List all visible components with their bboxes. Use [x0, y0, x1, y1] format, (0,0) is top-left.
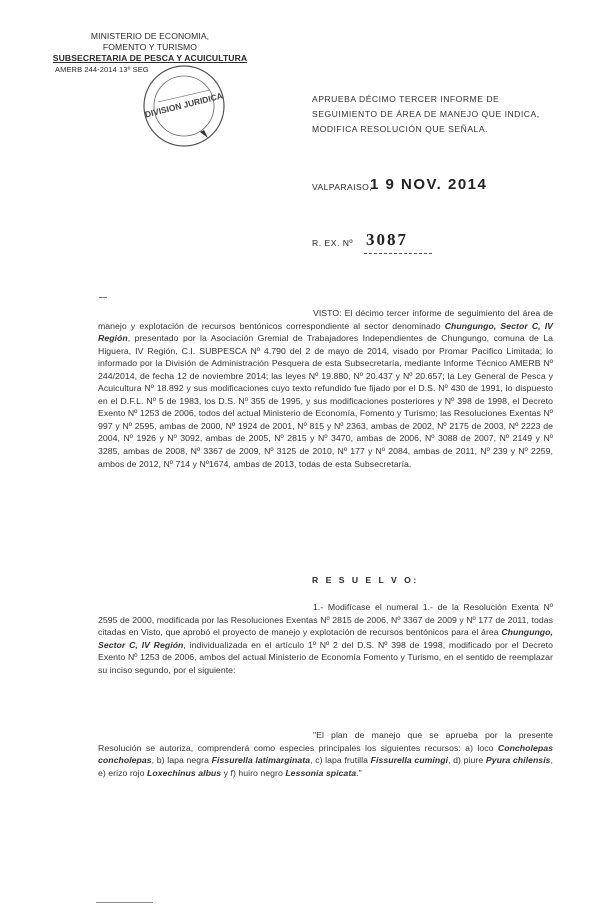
quote-text-4: , d) piure: [448, 755, 486, 766]
resolution-label: R. EX. Nº: [312, 238, 354, 248]
article-1-sector-name: Chungungo, Sector C, IV Región: [98, 627, 553, 650]
quote-text-6: y f) huiro negro: [221, 767, 286, 778]
resolution-underline: [364, 253, 432, 254]
file-reference: AMERB 244-2014 13º SEG: [55, 65, 149, 74]
visto-text-1: VISTO: El décimo tercer informe de seguimiento del área de manejo y explotación de recursos bentónicos correspondiente al sector denominado: [98, 308, 553, 331]
visto-text-2: , presentado por la Asociación Gremial de Trabajadores Independientes de Chungungo, comuna de La Higuera, IV Región, C.I. SUBPESCA Nº 4.790 del 2 de mayo de 2014, visado por Promar Pacifico Limitada; lo informado por la División de Administración Pesquera de esta Subsecretaría, mediante Informe Técnico AMERB Nº 244/2014, de fecha 12 de noviembre 2014; las leyes Nº 19.880, Nº 20.437 y Nº 20.657; la Ley General de Pesca y Acuicultura Nº 18.892 y sus modificaciones cuyo texto refundido fue fijado por el D.S. Nº 430 de 1991, lo dispuesto en el D.F.L. Nº 5 de 1983, los D.S. Nº 355 de 1995, y sus modificaciones posteriores y Nº 398 de 1998, el Decreto Exento Nº 1253 de 2006, todos del actual Ministerio de Economía, Fomento y Turismo; las Resoluciones Exentas Nº 997 y Nº 2595, ambas de 2000, Nº 1924 de 2001, Nº 815 y Nº 2363, ambas de 2002, Nº 2175 de 2003, Nº 2223 de 2004, Nº 1926 y Nº 3092, ambas de 2005, Nº 2815 y Nº 3470, ambas de 2006, Nº 3088 de 2007, Nº 2149 y Nº 3285, ambas de 2008, Nº 3367 de 2009, Nº 3125 de 2010, Nº 177 y Nº 2084, ambas de 2011, Nº 239 y Nº 2259, ambos de 2012, Nº 714 y Nº1674, ambas de 2013, todas de esta Subsecretaría.: [98, 333, 553, 469]
article-1-text-1: 1.- Modifícase el numeral 1.- de la Resolución Exenta Nº 2595 de 2000, modificada por las Resoluciones Exentas Nº 2815 de 2006, Nº 3367 de 2009 y Nº 177 de 2011, todas citadas en Visto, que aprobó el proyecto de manejo y explotación de recursos bentónicos para el área: [98, 602, 553, 638]
subsecretaria-line: SUBSECRETARIA DE PESCA Y ACUICULTURA: [52, 53, 248, 63]
species-fissurella-latimarginata: Fissurella latimarginata: [211, 755, 311, 766]
quote-text-5: , e) erizo rojo: [98, 755, 554, 778]
resuelvo-heading: R E S U E L V O:: [312, 575, 419, 585]
document-title: APRUEBA DÉCIMO TERCER INFORME DE SEGUIMIENTO DE ÁREA DE MANEJO QUE INDICA, MODIFICA RESOLUCIÓN QUE SEÑALA.: [312, 94, 540, 134]
species-pyura-chilensis: Pyura chilensis: [485, 755, 551, 766]
quote-text-2: , b) lapa negra: [151, 755, 212, 766]
stamp-text: DIVISION JURIDICA: [143, 90, 224, 120]
quoted-replacement-text: [98, 729, 553, 779]
species-loxechinus-albus: Loxechinus albus: [146, 767, 222, 778]
article-1-text-2: , individualizada en el artículo 1º Nº 2 del D.S. Nº 398 de 1998, modificado por el Decreto Exento Nº 1253 de 2006, ambos del actual Ministerio de Economía Fomento y Turismo, en el sentido de reemplazar su inciso segundo, por el siguiente:: [98, 639, 553, 675]
visto-sector-name: Chungungo, Sector C, IV Región: [98, 320, 554, 344]
place-label: VALPARAISO,: [312, 182, 372, 192]
resolution-article-1: [98, 601, 553, 676]
margin-mark: [99, 297, 107, 298]
resolution-number-value: 3087: [366, 230, 408, 249]
species-fissurella-cumingi: Fissurella cumingi: [370, 755, 449, 766]
quote-text-7: .": [356, 767, 362, 778]
footer-line: [96, 902, 153, 903]
quote-text-3: , c) lapa frutilla: [310, 755, 371, 766]
ministry-line-2: FOMENTO Y TURISMO: [102, 42, 198, 52]
species-concholepas: Concholepas concholepas: [98, 742, 553, 766]
date-stamp: 1 9 NOV. 2014: [370, 176, 488, 193]
visto-paragraph: [98, 307, 553, 470]
ministry-line-1: MINISTERIO DE ECONOMIA,: [90, 31, 210, 41]
species-lessonia-spicata: Lessonia spicata: [285, 767, 357, 778]
division-juridica-stamp: [140, 62, 228, 150]
quote-text-1: "El plan de manejo que se aprueba por la presente Resolución se autoriza, comprenderá como especies principales los siguientes recursos: a) loco: [98, 730, 553, 753]
